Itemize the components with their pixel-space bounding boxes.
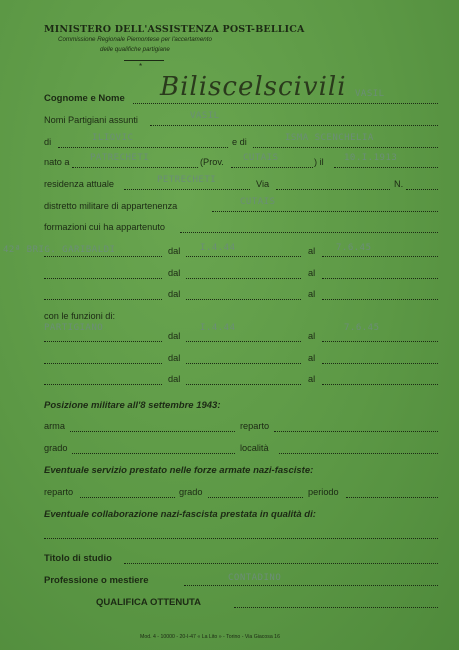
padre-line [58,147,228,148]
qualifica-line [234,607,438,608]
nato-il-value: 10.I.1913 [344,153,398,163]
formazioni-line [180,232,438,233]
formazione-3-al-label: al [308,289,316,299]
formazione-1-dal-line [186,256,301,257]
nato-a-value: PATRECHETI [90,153,150,163]
formazioni-label: formazioni cui ha appartenuto [44,222,166,232]
servizio-grado-label: grado [179,487,203,497]
funzione-1-al-label: al [308,331,316,341]
formazione-2-dal-line [186,278,301,279]
posizione-militare-heading: Posizione militare all'8 settembre 1943: [44,400,221,411]
formazione-1-al-value: 7.6.45 [336,243,372,253]
funzione-1-line [44,341,162,342]
numero-line [406,189,438,190]
professione-label: Professione o mestiere [44,575,149,586]
funzione-1-value: PARTIGIANO [44,323,104,333]
formazione-1-al-label: al [308,246,316,256]
formazione-1-line [44,256,162,257]
servizio-grado-line [208,497,303,498]
arma-label: arma [44,421,65,431]
prov-label: (Prov. [200,157,224,167]
formazione-2-al-line [322,278,438,279]
periodo-line [346,497,438,498]
nato-a-line [72,167,198,168]
commission-subheader: Commissione Regionale Piemontese per l'accertamento [58,36,212,43]
funzione-3-dal-line [186,384,301,385]
funzione-2-dal-label: dal [168,353,181,363]
formazione-2-al-label: al [308,268,316,278]
funzione-2-al-line [322,363,438,364]
funzione-1-dal-line [186,341,301,342]
professione-line [184,585,438,586]
localita-label: località [240,443,269,453]
funzione-1-al-line [322,341,438,342]
cognome-typed-value: VASIL [355,89,385,99]
header-rule [124,60,164,61]
funzione-2-al-label: al [308,353,316,363]
prov-value: CUTAIS [243,153,279,163]
cognome-nome-line [133,103,438,104]
print-info-footer: Mod. 4 - 10000 - 20-I-47 « La Lito » - Torino - Via Giacosa 16 [140,634,280,640]
formazione-3-dal-label: dal [168,289,181,299]
formazione-2-line [44,278,162,279]
nomi-partigiani-line [150,125,438,126]
madre-label: e di [232,137,247,147]
funzione-3-dal-label: dal [168,374,181,384]
nomi-partigiani-value: VASIL [190,111,220,121]
residenza-value: PETRECHETI [157,175,217,185]
formazione-1-dal-value: I.4.44 [200,243,236,253]
collaborazione-line [44,538,438,539]
nato-a-label: nato a [44,157,70,167]
reparto-line [274,431,438,432]
madre-line [253,147,438,148]
periodo-label: periodo [308,487,339,497]
ministry-header: MINISTERO DELL'ASSISTENZA POST-BELLICA [44,24,305,35]
via-label: Via [256,179,270,189]
formazione-3-dal-line [186,299,301,300]
formazione-3-line [44,299,162,300]
professione-value: CONTADINO [228,573,282,583]
nomi-partigiani-label: Nomi Partigiani assunti [44,115,138,125]
grado-label: grado [44,443,68,453]
reparto-label: reparto [240,421,270,431]
collaborazione-heading: Eventuale collaborazione nazi-fascista prestata in qualità di: [44,509,316,520]
formazione-1-value: 42ª BRIG. GARIBALDI [3,245,116,255]
grado-line [72,453,235,454]
madre-value: ISMA SCENCHELIA [285,133,374,143]
cognome-handwritten: Biliscelscivili [160,72,347,102]
funzioni-label: con le funzioni di: [44,311,115,321]
cognome-nome-label: Cognome e Nome [44,93,125,104]
servizio-reparto-label: reparto [44,487,74,497]
residenza-label: residenza attuale [44,179,114,189]
funzione-1-al-value: 7.6.45 [344,323,380,333]
titolo-studio-line [124,563,438,564]
via-line [276,189,390,190]
funzione-3-al-line [322,384,438,385]
funzione-1-dal-label: dal [168,331,181,341]
arma-line [70,431,235,432]
funzione-2-line [44,363,162,364]
formazione-1-al-line [322,256,438,257]
formazione-1-dal-label: dal [168,246,181,256]
qualifiche-subheader: delle qualifiche partigiane [100,46,170,53]
titolo-studio-label: Titolo di studio [44,553,112,564]
distretto-value: CUTAIS [240,197,276,207]
distretto-line [212,211,438,212]
numero-label: N. [394,179,404,189]
formazione-3-al-line [322,299,438,300]
funzione-3-al-label: al [308,374,316,384]
qualifica-label: QUALIFICA OTTENUTA [96,597,202,608]
distretto-label: distretto militare di appartenenza [44,201,178,211]
nato-il-line [334,167,438,168]
padre-value: ILIOVIC [92,133,134,143]
funzione-2-dal-line [186,363,301,364]
star-icon: * [139,62,143,71]
formazione-2-dal-label: dal [168,268,181,278]
residenza-line [124,189,250,190]
funzione-3-line [44,384,162,385]
servizio-nazifascista-heading: Eventuale servizio prestato nelle forze armate nazi-fasciste: [44,465,314,476]
servizio-reparto-line [80,497,175,498]
localita-line [279,453,438,454]
funzione-1-dal-value: I.4.44 [200,323,236,333]
nato-il-label: ) il [314,157,324,167]
padre-label: di [44,137,52,147]
prov-line [231,167,313,168]
